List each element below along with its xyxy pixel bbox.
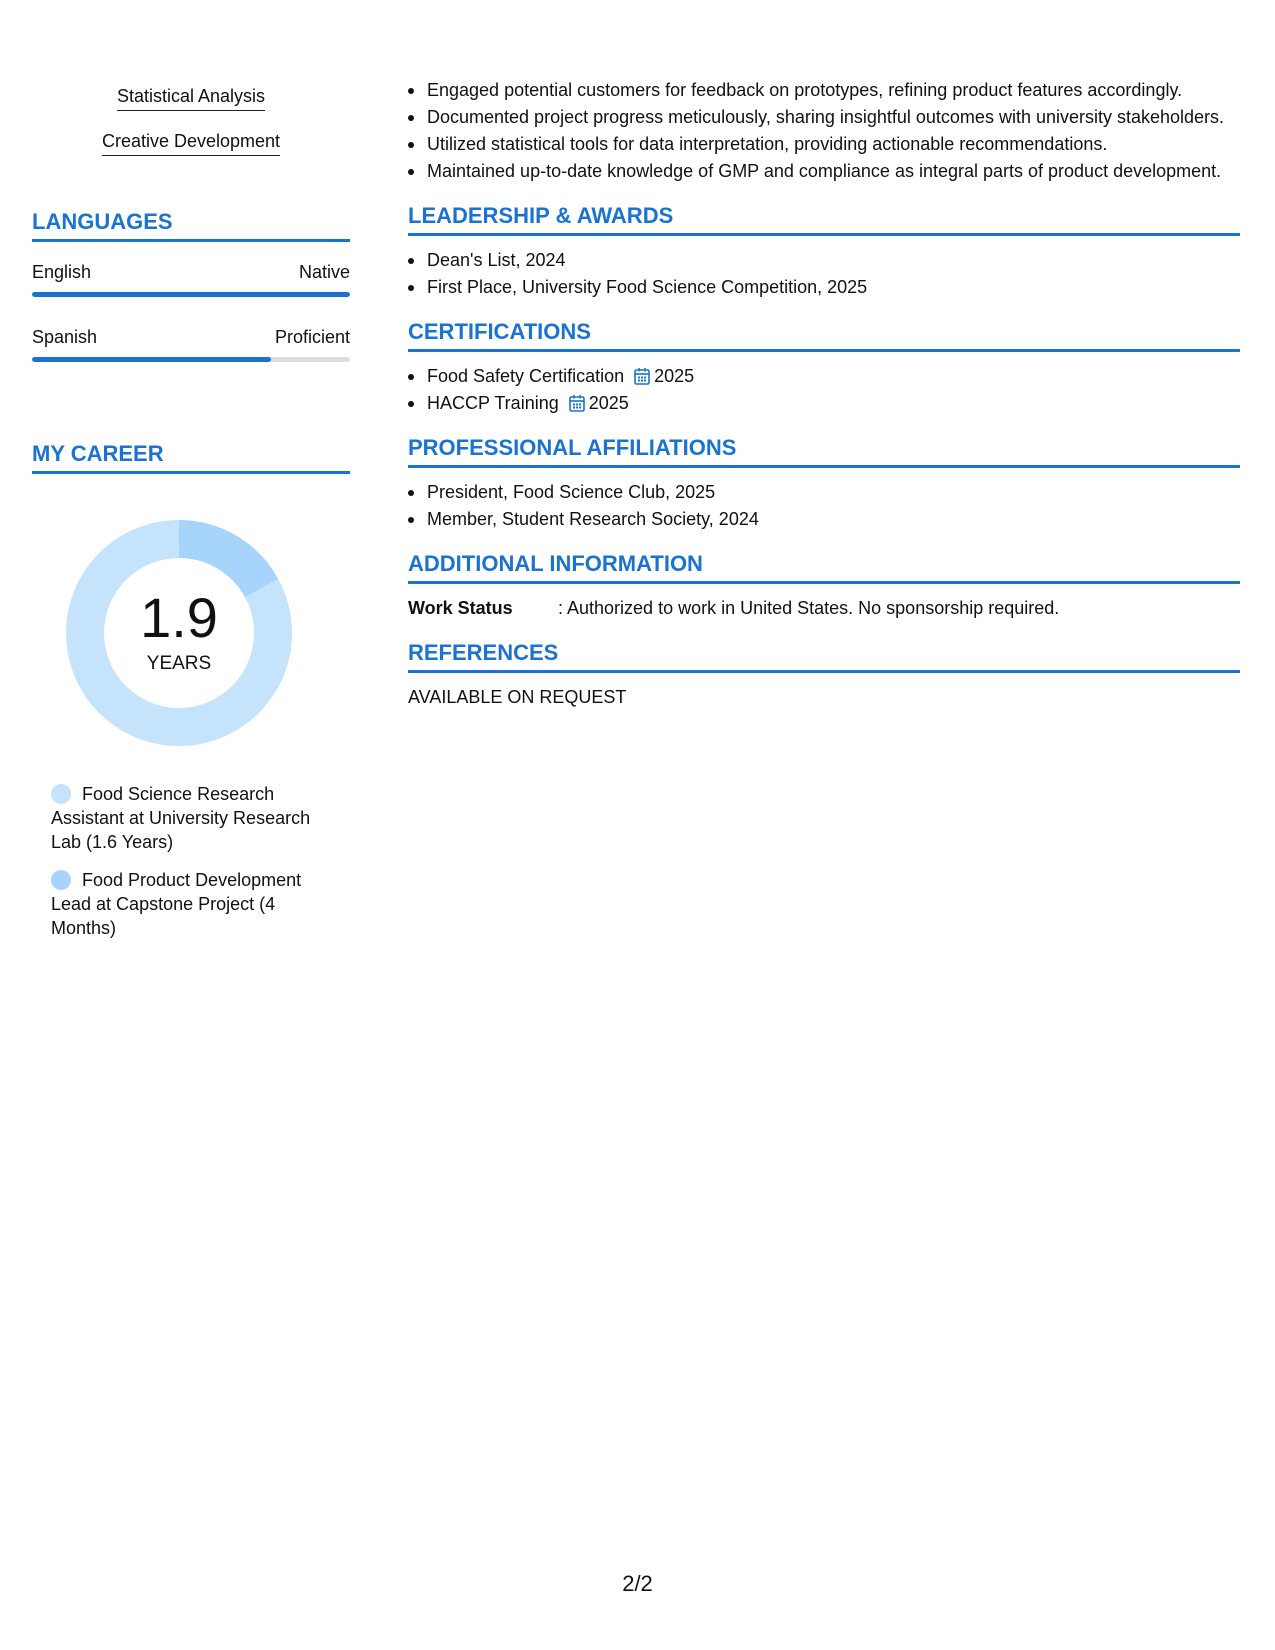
leadership-list <box>408 248 1240 299</box>
certification-name: HACCP Training <box>427 393 559 413</box>
language-proficiency-fill <box>32 357 271 362</box>
legend-dot <box>51 870 71 890</box>
experience-bullets <box>408 78 1240 183</box>
affiliations-heading: PROFESSIONAL AFFILIATIONS <box>408 434 1240 468</box>
award-item: First Place, University Food Science Competition, 2025 <box>408 275 1240 299</box>
legend-label: Food Product Development Lead at Capstone Project (4 Months) <box>51 870 302 938</box>
language-level: Native <box>298 262 350 282</box>
affiliation-item: President, Food Science Club, 2025 <box>408 480 1240 504</box>
work-status-row <box>408 596 1240 620</box>
bullet-item: Maintained up-to-date knowledge of GMP and compliance as integral parts of product development. <box>408 159 1240 183</box>
skill-item <box>32 129 350 156</box>
legend-label: Food Science Research Assistant at University Research Lab (1.6 Years) <box>51 784 311 852</box>
career-legend <box>32 782 350 940</box>
language-level: Proficient <box>274 327 350 347</box>
bullet-item: Utilized statistical tools for data interpretation, providing actionable recommendations. <box>408 132 1240 156</box>
languages-heading: LANGUAGES <box>32 208 350 242</box>
language-name: English <box>32 262 92 282</box>
language-item <box>32 325 350 362</box>
calendar-icon <box>634 367 650 385</box>
certifications-heading: CERTIFICATIONS <box>408 318 1240 352</box>
work-status-value: : Authorized to work in United States. No sponsorship required. <box>558 598 1060 618</box>
calendar-icon <box>569 394 585 412</box>
career-total-unit: YEARS <box>146 653 212 674</box>
affiliations-list <box>408 480 1240 531</box>
language-proficiency-fill <box>32 292 350 297</box>
additional-info-heading: ADDITIONAL INFORMATION <box>408 550 1240 584</box>
legend-item <box>51 782 341 854</box>
leadership-heading: LEADERSHIP & AWARDS <box>408 202 1240 236</box>
bullet-item: Documented project progress meticulously, sharing insightful outcomes with university stakeholders. <box>408 105 1240 129</box>
references-text: AVAILABLE ON REQUEST <box>408 687 627 707</box>
legend-item <box>51 868 341 940</box>
page-number: 2/2 <box>622 1571 653 1596</box>
language-name: Spanish <box>32 327 98 347</box>
certification-item <box>408 391 1240 415</box>
work-status-label: Work Status <box>408 598 513 618</box>
certification-item <box>408 364 1240 388</box>
award-item: Dean's List, 2024 <box>408 248 1240 272</box>
career-donut-chart <box>64 518 294 748</box>
references-heading: REFERENCES <box>408 639 1240 673</box>
certification-year: 2025 <box>588 393 629 413</box>
certification-name: Food Safety Certification <box>427 366 625 386</box>
left-column <box>32 84 350 954</box>
legend-dot <box>51 784 71 804</box>
certifications-list <box>408 364 1240 415</box>
language-proficiency-bar <box>32 292 350 297</box>
career-total-value: 1.9 <box>140 586 218 649</box>
career-heading: MY CAREER <box>32 440 350 474</box>
skill-label: Creative Development <box>102 129 280 156</box>
language-proficiency-bar <box>32 357 350 362</box>
affiliation-item: Member, Student Research Society, 2024 <box>408 507 1240 531</box>
right-column <box>408 78 1240 709</box>
skill-item <box>32 84 350 111</box>
certification-year: 2025 <box>654 366 695 386</box>
language-item <box>32 260 350 297</box>
skill-label: Statistical Analysis <box>117 84 265 111</box>
bullet-item: Engaged potential customers for feedback on prototypes, refining product features accordingly. <box>408 78 1240 102</box>
